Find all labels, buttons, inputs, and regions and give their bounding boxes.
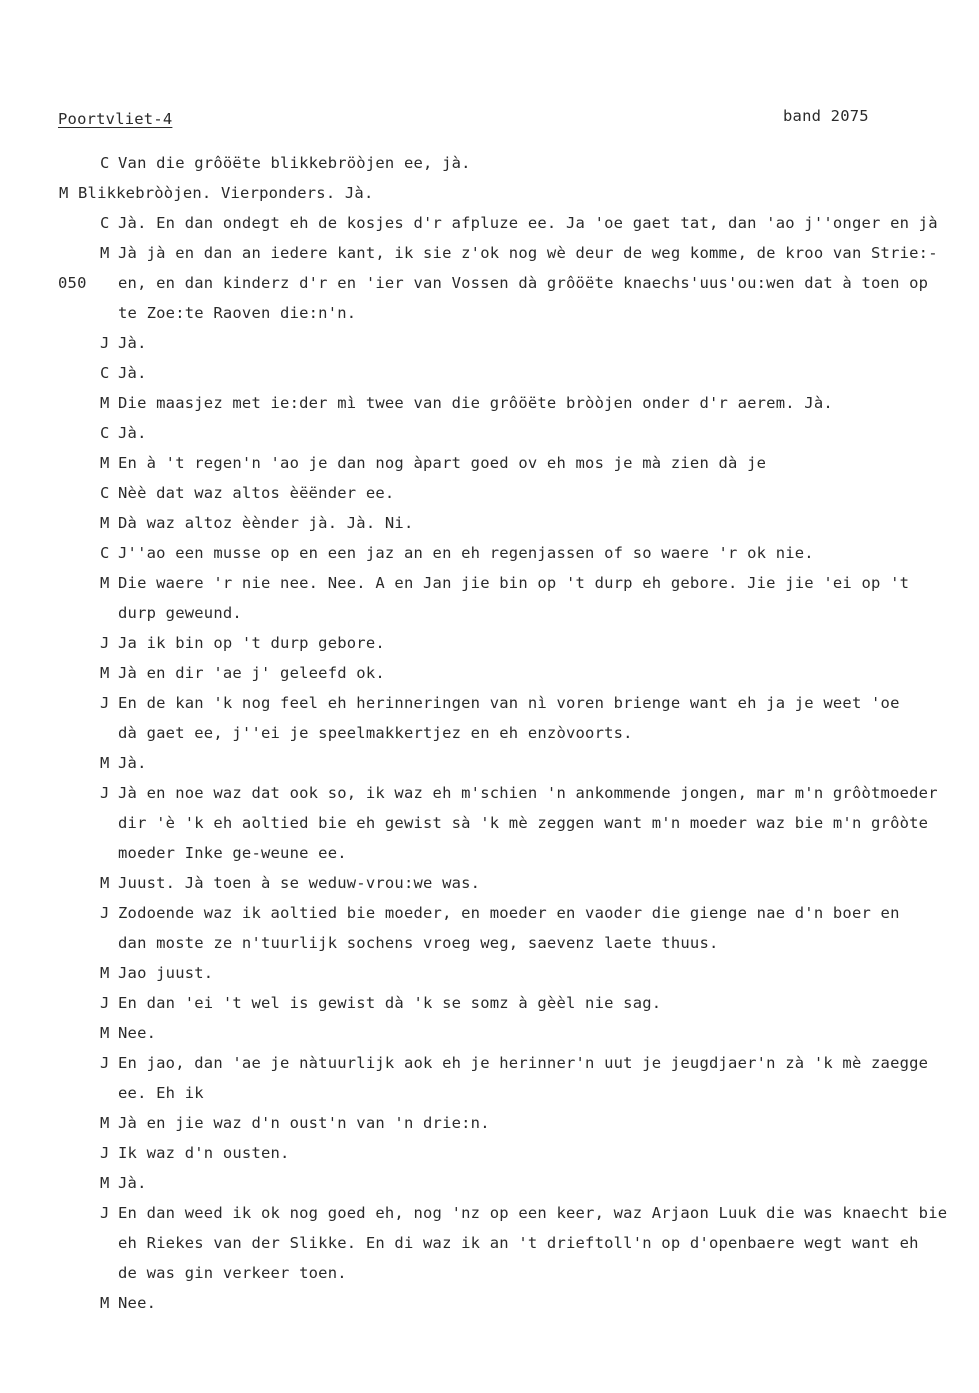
speaker-label: J: [100, 904, 110, 922]
speaker-label: M: [100, 394, 110, 412]
utterance-text: Jà en jie waz d'n oust'n van 'n drie:n.: [118, 1114, 490, 1132]
transcript-turn: [0, 208, 979, 238]
utterance-text: Jao juust.: [118, 964, 214, 982]
utterance-text: Nee.: [118, 1024, 157, 1042]
utterance-text: En de kan 'k nog feel eh herinneringen van nì voren brienge want eh ja je weet 'oe: [118, 694, 900, 712]
transcript-turn: [0, 448, 979, 478]
utterance-text: En à 't regen'n 'ao je dan nog àpart goed ov eh mos je mà zien dà je: [118, 454, 767, 472]
utterance-text: Zodoende waz ik aoltied bie moeder, en moeder en vaoder die gienge nae d'n boer en: [118, 904, 900, 922]
line-number: 050: [58, 274, 87, 292]
speaker-label: C: [100, 364, 110, 382]
speaker-label: J: [100, 1054, 110, 1072]
utterance-text: Jà. En dan ondegt eh de kosjes d'r afpluze ee. Ja 'oe gaet tat, dan 'ao j''onger en jà: [118, 214, 938, 232]
utterance-text: Jà.: [118, 424, 147, 442]
utterance-text: Nèè dat waz altos èëënder ee.: [118, 484, 395, 502]
utterance-continuation: eh Riekes van der Slikke. En di waz ik an 't drieftoll'n op d'openbaere wegt want eh: [118, 1234, 919, 1252]
utterance-text: Jà en noe waz dat ook so, ik waz eh m'schien 'n ankommende jongen, mar m'n grôòtmoeder: [118, 784, 938, 802]
speaker-label: J: [100, 784, 110, 802]
utterance-text: Nee.: [118, 1294, 157, 1312]
utterance-continuation: dir 'è 'k eh aoltied bie eh gewist sà 'k mè zeggen want m'n moeder waz bie m'n grôòte: [118, 814, 929, 832]
speaker-label: M: [100, 574, 110, 592]
utterance-text: En dan 'ei 't wel is gewist dà 'k se somz à gèèl nie sag.: [118, 994, 662, 1012]
utterance-text: Blikkebròòjen. Vierponders. Jà.: [78, 184, 374, 202]
transcript-body: [0, 148, 979, 1318]
speaker-label: J: [100, 1204, 110, 1222]
transcript-turn: [0, 178, 979, 208]
transcript-turn: [0, 508, 979, 538]
utterance-text: Die waere 'r nie nee. Nee. A en Jan jie bin op 't durp eh gebore. Jie jie 'ei op 't: [118, 574, 910, 592]
utterance-text: Jà jà en dan an iedere kant, ik sie z'ok nog wè deur de weg komme, de kroo van Strie:-: [118, 244, 938, 262]
speaker-label: M: [100, 664, 110, 682]
transcript-turn: [0, 568, 979, 628]
speaker-label: M: [100, 964, 110, 982]
speaker-label: C: [100, 154, 110, 172]
utterance-text: Jà.: [118, 364, 147, 382]
transcript-turn: [0, 328, 979, 358]
utterance-text: Jà.: [118, 754, 147, 772]
transcript-turn: [0, 748, 979, 778]
transcript-turn: [0, 148, 979, 178]
utterance-continuation: de was gin verkeer toen.: [118, 1264, 347, 1282]
utterance-text: Jà.: [118, 1174, 147, 1192]
speaker-label: M: [100, 754, 110, 772]
utterance-text: Jà en dir 'ae j' geleefd ok.: [118, 664, 385, 682]
speaker-label: M: [100, 454, 110, 472]
speaker-label: C: [100, 484, 110, 502]
transcript-turn: [0, 238, 979, 328]
speaker-label: M: [100, 1174, 110, 1192]
utterance-text: En dan weed ik ok nog goed eh, nog 'nz op een keer, waz Arjaon Luuk die was knaecht bie: [118, 1204, 948, 1222]
transcript-turn: [0, 1048, 979, 1108]
speaker-label: J: [100, 334, 110, 352]
transcript-turn: [0, 658, 979, 688]
speaker-label: M: [100, 874, 110, 892]
transcript-turn: [0, 778, 979, 868]
utterance-continuation: te Zoe:te Raoven die:n'n.: [118, 304, 357, 322]
speaker-label: M: [100, 1294, 110, 1312]
speaker-label: M: [100, 1114, 110, 1132]
transcript-turn: [0, 1138, 979, 1168]
transcript-turn: [0, 1198, 979, 1288]
speaker-label: C: [100, 424, 110, 442]
utterance-text: Dà waz altoz èènder jà. Jà. Ni.: [118, 514, 414, 532]
utterance-text: Ja ik bin op 't durp gebore.: [118, 634, 385, 652]
utterance-text: Ik waz d'n ousten.: [118, 1144, 290, 1162]
utterance-continuation: dan moste ze n'tuurlijk sochens vroeg weg, saevenz laete thuus.: [118, 934, 719, 952]
utterance-continuation: dà gaet ee, j''ei je speelmakkertjez en eh enzòvoorts.: [118, 724, 633, 742]
speaker-label: J: [100, 994, 110, 1012]
speaker-label: J: [100, 694, 110, 712]
transcript-turn: [0, 388, 979, 418]
utterance-continuation: moeder Inke ge-weune ee.: [118, 844, 347, 862]
transcript-turn: [0, 1288, 979, 1318]
speaker-label: C: [100, 544, 110, 562]
utterance-text: En jao, dan 'ae je nàtuurlijk aok eh je herinner'n uut je jeugdjaer'n zà 'k mè zaegge: [118, 1054, 929, 1072]
transcript-turn: [0, 868, 979, 898]
utterance-text: J''ao een musse op en een jaz an en eh regenjassen of so waere 'r ok nie.: [118, 544, 814, 562]
speaker-label: M: [100, 1024, 110, 1042]
speaker-label: C: [100, 214, 110, 232]
transcript-turn: [0, 1108, 979, 1138]
speaker-label: M: [100, 244, 110, 262]
speaker-label: J: [100, 1144, 110, 1162]
transcript-turn: [0, 358, 979, 388]
transcript-turn: [0, 1018, 979, 1048]
speaker-label: M: [100, 514, 110, 532]
transcript-turn: [0, 478, 979, 508]
speaker-label: J: [100, 634, 110, 652]
transcript-turn: [0, 688, 979, 748]
transcript-turn: [0, 958, 979, 988]
document-id: Poortvliet-4: [58, 110, 173, 128]
transcript-turn: [0, 628, 979, 658]
utterance-continuation: ee. Eh ik: [118, 1084, 204, 1102]
transcript-turn: [0, 898, 979, 958]
tape-number: band 2075: [783, 107, 869, 125]
transcript-turn: [0, 1168, 979, 1198]
transcript-turn: [0, 418, 979, 448]
speaker-label: M: [59, 184, 69, 202]
utterance-continuation: durp geweund.: [118, 604, 242, 622]
utterance-text: Van die grôöëte blikkebröòjen ee, jà.: [118, 154, 471, 172]
utterance-text: Die maasjez met ie:der mì twee van die grôöëte bròòjen onder d'r aerem. Jà.: [118, 394, 833, 412]
utterance-text: Juust. Jà toen à se weduw-vrou:we was.: [118, 874, 481, 892]
transcript-turn: [0, 538, 979, 568]
utterance-text: Jà.: [118, 334, 147, 352]
utterance-continuation: en, en dan kinderz d'r en 'ier van Vossen dà grôöëte knaechs'uus'ou:wen dat à toen op: [118, 274, 929, 292]
transcript-turn: [0, 988, 979, 1018]
